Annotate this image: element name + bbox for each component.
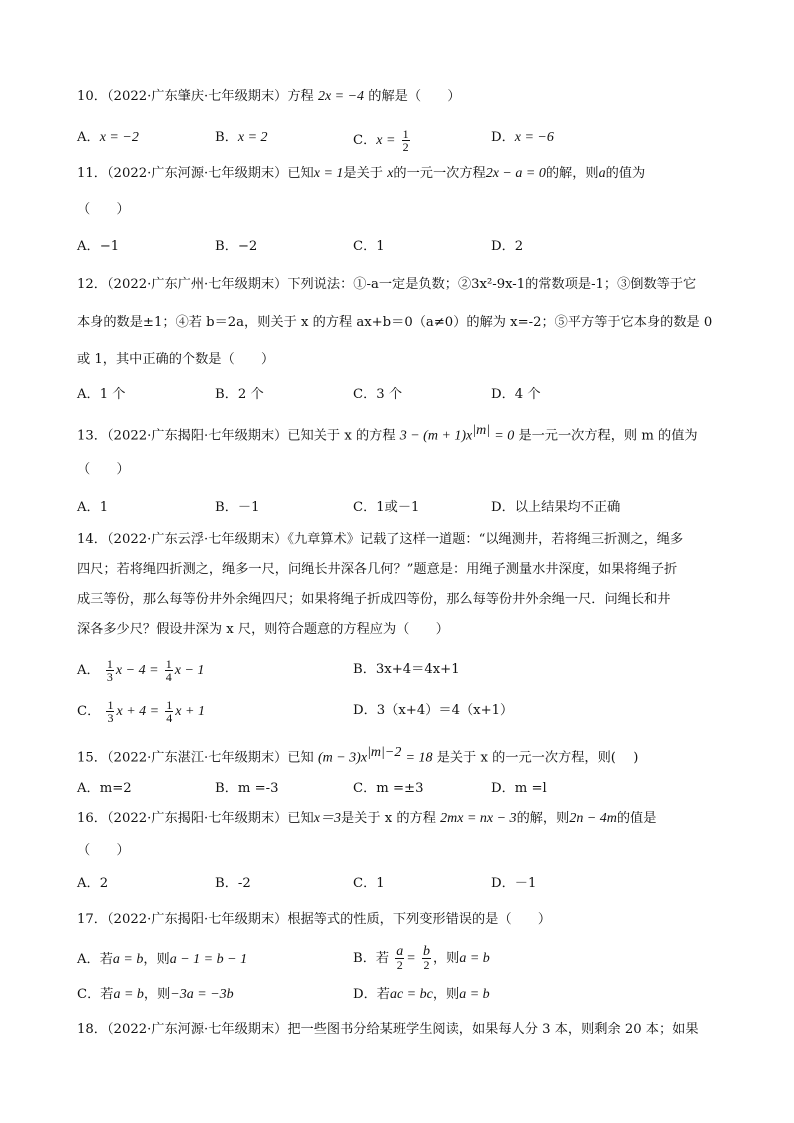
q17-option-d: D．若ac = bc，则a = b (353, 987, 490, 1002)
question-10-stem: 10．（2022·广东肇庆·七年级期末）方程 2x = −4 的解是（ ） (77, 89, 461, 104)
q10-option-a: A．x = −2 (77, 130, 139, 145)
q10-option-c: C．x = $\frac{1}{2}$ (353, 127, 409, 154)
q13-option-b: B．－1 (215, 500, 260, 515)
q13-option-d: D．以上结果均不正确 (491, 500, 621, 515)
q14-option-d: D．3（x+4）＝4（x+1） (353, 703, 514, 718)
q12-option-a: A．1 个 (77, 387, 126, 402)
q14-option-a: A． $\frac{1}{3}$ x − 4 = $\frac{1}{4}$ x − 1 (77, 657, 205, 684)
fraction: $\frac{1}{4}$ (165, 657, 172, 684)
q17-option-a: A．若a = b，则a − 1 = b − 1 (77, 952, 248, 967)
fraction: $\frac{1}{2}$ (402, 127, 409, 154)
q15-option-a: A．m=2 (77, 781, 132, 796)
q13-option-a: A．1 (77, 500, 109, 515)
q15-option-d: D．m =l (491, 781, 547, 796)
q17-option-b: B．若 $\frac{a}{2}$ = $\frac{b}{2}$ ，则a = b (353, 944, 490, 972)
q11-option-a: A．−1 (77, 239, 120, 254)
question-12-line-1: 12．（2022·广东广州·七年级期末）下列说法：①-a一定是负数；②3x²-9x-1的常数项是-1；③倒数等于它 (77, 277, 697, 292)
fraction: $\frac{1}{4}$ (166, 698, 173, 725)
q10-option-d: D．x = −6 (491, 130, 554, 145)
question-14-line-3: 成三等份，那么每等份井外余绳四尺；如果将绳子折成四等份，那么每等份井外余绳一尺．问绳长和井 (77, 592, 671, 607)
question-17-stem: 17．（2022·广东揭阳·七年级期末）根据等式的性质，下列变形错误的是（ ） (77, 912, 552, 927)
q11-option-c: C．1 (353, 239, 385, 254)
question-11-stem: 11．（2022·广东河源·七年级期末）已知x = 1是关于 x的一元一次方程2x − a = 0的解，则a的值为 (77, 166, 646, 181)
question-12-line-3: 或 1，其中正确的个数是（ ） (77, 352, 275, 367)
q16-option-a: A．2 (77, 876, 109, 891)
question-16-paren: （ ） (77, 843, 130, 858)
fraction: $\frac{a}{2}$ (396, 944, 404, 972)
question-14-line-4: 深各多少尺？假设井深为 x 尺，则符合题意的方程应为（ ） (77, 622, 449, 637)
fraction: $\frac{1}{3}$ (107, 698, 114, 725)
question-13-paren: （ ） (77, 462, 130, 477)
q12-option-d: D．4 个 (491, 387, 541, 402)
q15-option-b: B．m =-3 (215, 781, 279, 796)
question-12-line-2: 本身的数是±1；④若 b＝2a，则关于 x 的方程 ax+b＝0（a≠0）的解为 x=-2；⑤平方等于它本身的数是 0 (77, 315, 713, 330)
q14-option-b: B．3x+4＝4x+1 (353, 662, 460, 677)
question-14-line-2: 四尺；若将绳四折测之，绳多一尺，问绳长井深各几何？”题意是：用绳子测量水井深度，如果将绳子折 (77, 562, 678, 577)
q10-option-b: B．x = 2 (215, 130, 268, 145)
q14-option-c: C． $\frac{1}{3}$ x + 4 = $\frac{1}{4}$ x + 1 (77, 698, 205, 725)
question-16-stem: 16．（2022·广东揭阳·七年级期末）已知x＝3是关于 x 的方程 2mx = nx − 3的解，则2n − 4m的值是 (77, 811, 657, 826)
q16-option-b: B．-2 (215, 876, 251, 891)
question-13-stem: 13．（2022·广东揭阳·七年级期末）已知关于 x 的方程 $3 - (m + 1)x^{|m|} = 0$ 是一元一次方程，则 m 的值为 (77, 423, 698, 444)
fraction: $\frac{b}{2}$ (422, 944, 430, 972)
q17-option-c: C．若a = b，则−3a = −3b (77, 987, 234, 1002)
q12-option-c: C．3 个 (353, 387, 403, 402)
q16-option-c: C．1 (353, 876, 385, 891)
question-11-paren: （ ） (77, 202, 130, 217)
q11-option-d: D．2 (491, 239, 524, 254)
question-14-line-1: 14．（2022·广东云浮·七年级期末）《九章算术》记载了这样一道题：“以绳测井，若将绳三折测之，绳多 (77, 532, 684, 547)
question-18-line-1: 18．（2022·广东河源·七年级期末）把一些图书分给某班学生阅读，如果每人分 3 本，则剩余 20 本；如果 (77, 1022, 699, 1037)
question-15-stem: 15．（2022·广东湛江·七年级期末）已知 $(m - 3)x^{|m|-2} = 18$ 是关于 x 的一元一次方程，则( ) (77, 745, 639, 766)
fraction: $\frac{1}{3}$ (106, 657, 113, 684)
q13-option-c: C．1或－1 (353, 500, 420, 515)
q11-option-b: B．−2 (215, 239, 258, 254)
q16-option-d: D．－1 (491, 876, 537, 891)
q12-option-b: B．2 个 (215, 387, 264, 402)
q15-option-c: C．m =±3 (353, 781, 424, 796)
